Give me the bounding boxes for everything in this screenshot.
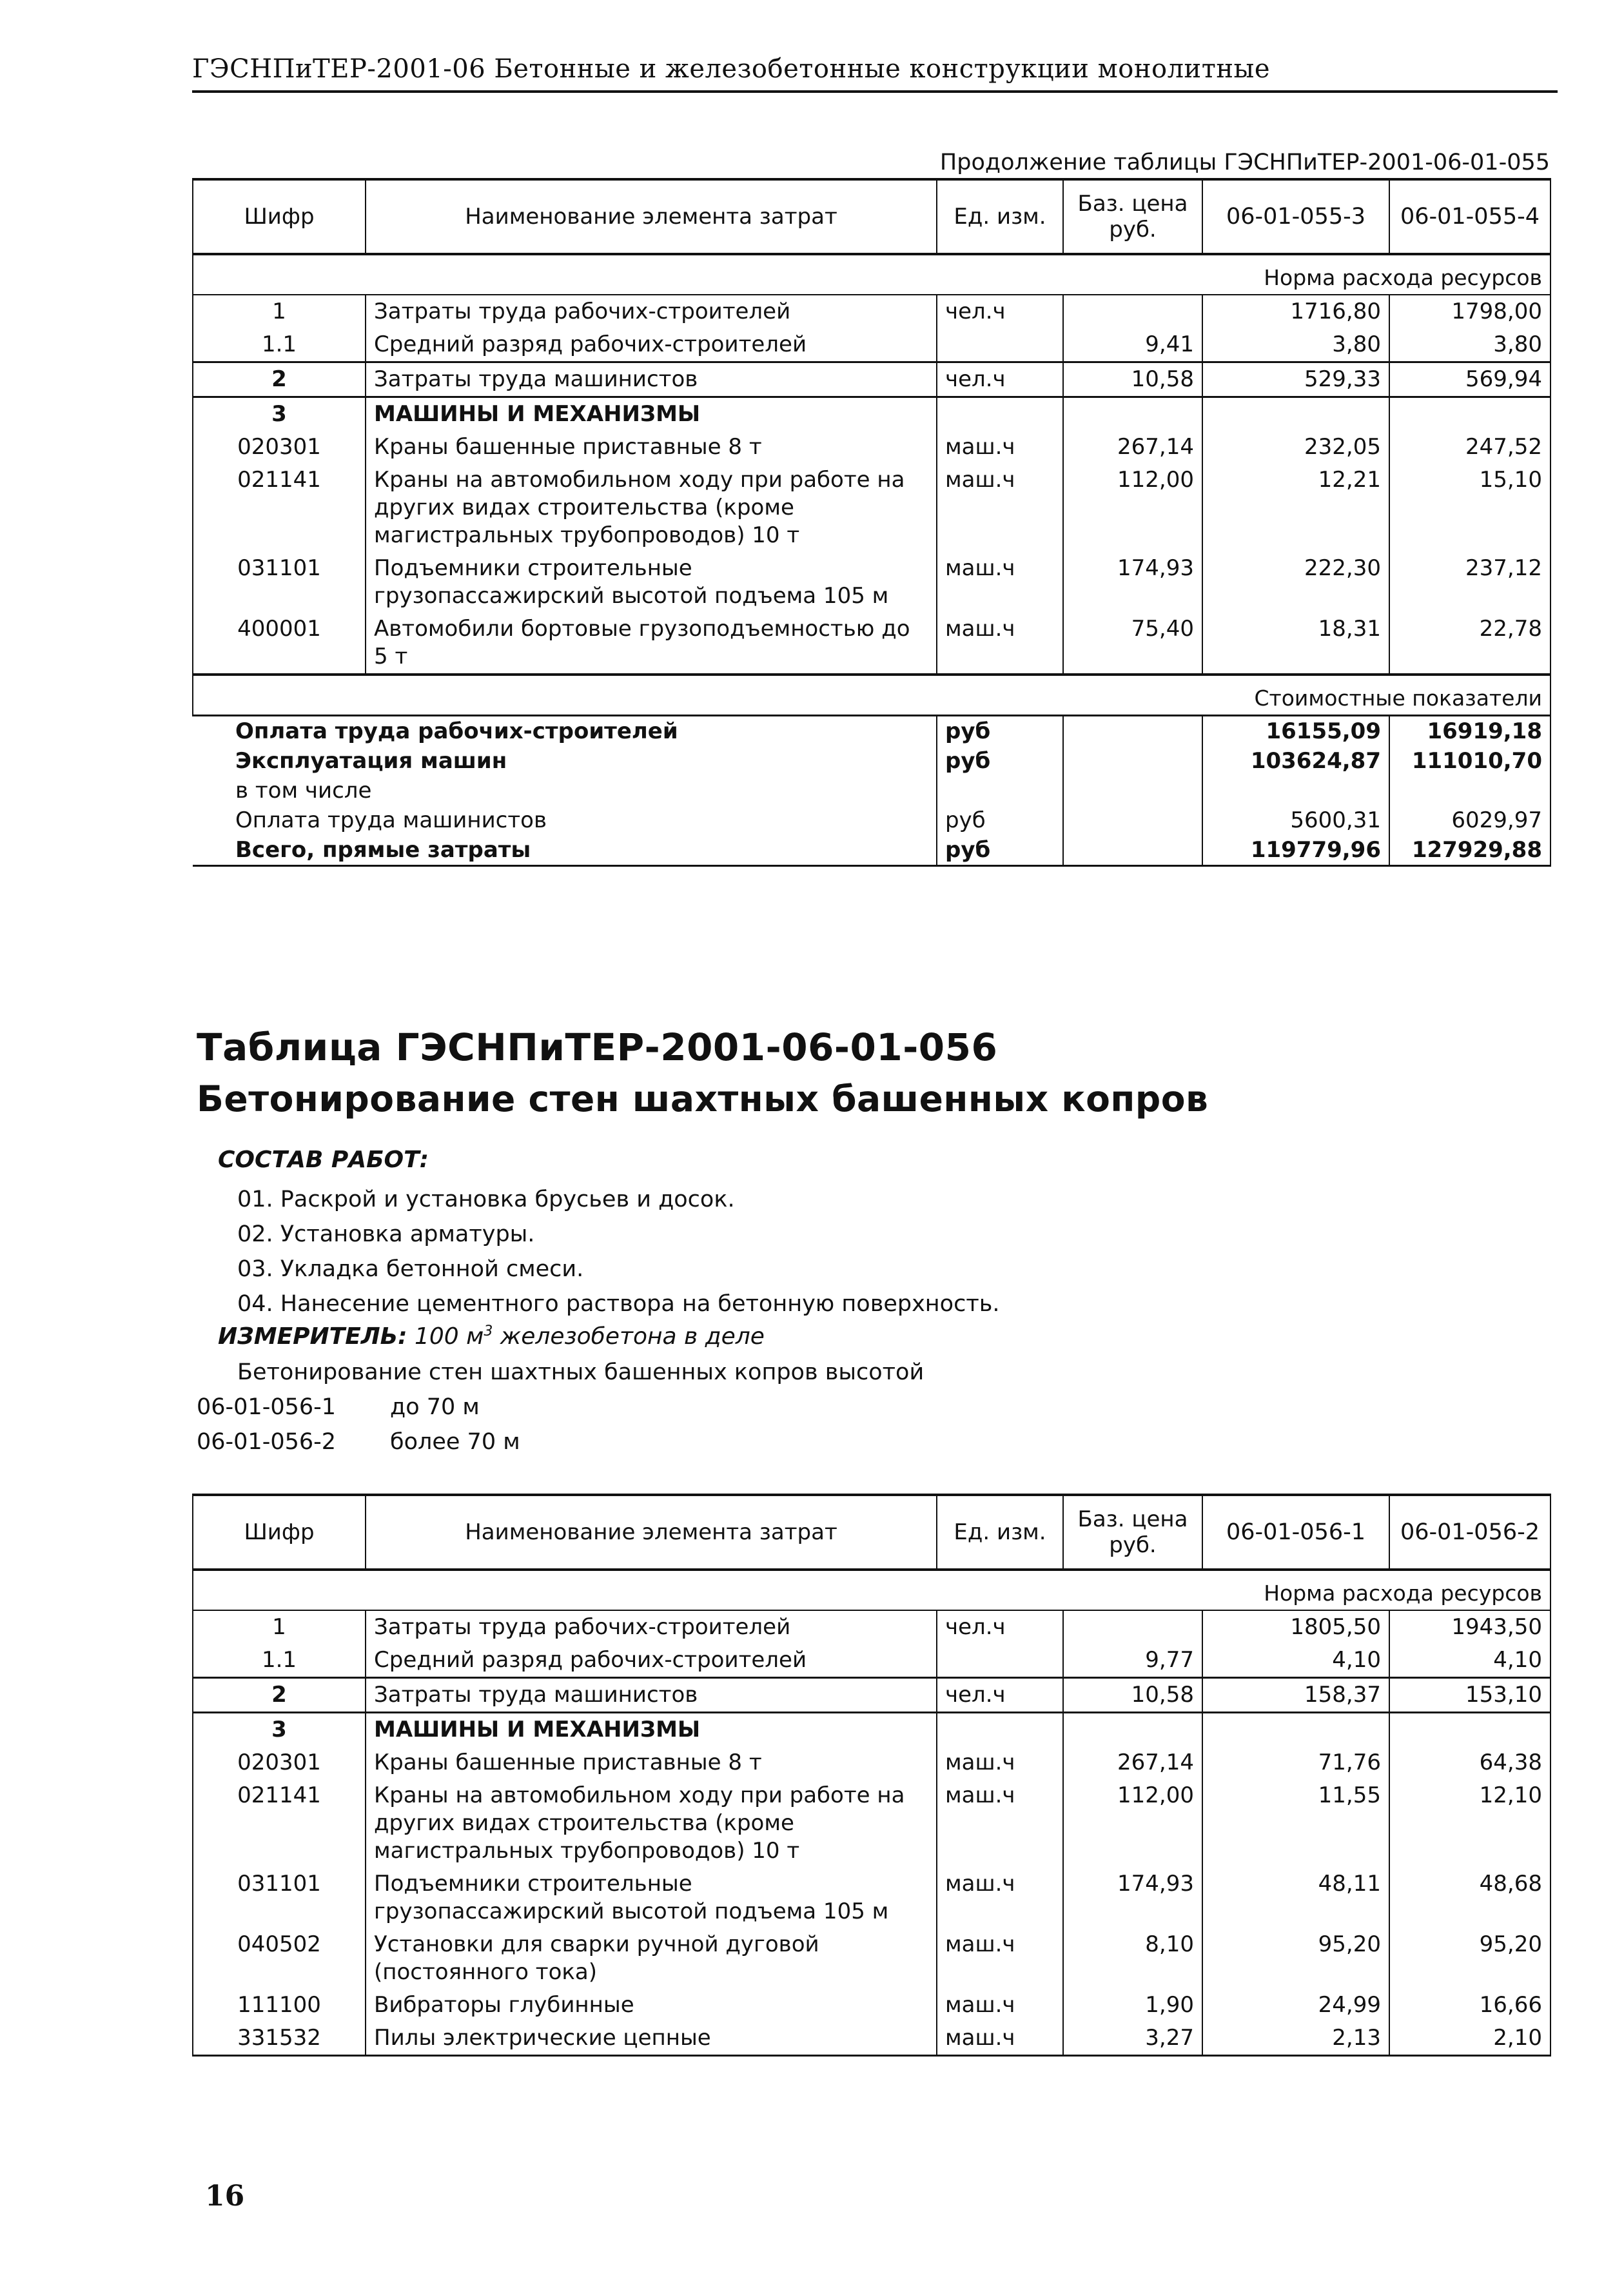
row-unit: маш.ч	[937, 613, 1063, 675]
row-base-price: 10,58	[1063, 1678, 1202, 1713]
cost-row	[193, 835, 1551, 866]
row-value-1: 4,10	[1202, 1644, 1389, 1678]
cost-unit	[937, 776, 1063, 805]
cost-unit: руб	[937, 746, 1063, 776]
table-row	[193, 1644, 1551, 1678]
table-row	[193, 1746, 1551, 1779]
empty-cell	[1063, 835, 1202, 866]
row-code: 1.1	[193, 1644, 366, 1678]
row-value-1: 11,55	[1202, 1779, 1389, 1868]
table-row-section	[193, 1713, 1551, 1747]
cost-row	[193, 746, 1551, 776]
row-code: 020301	[193, 431, 366, 464]
row-code: 031101	[193, 552, 366, 613]
empty-cell	[937, 397, 1063, 431]
cost-label: в том числе	[235, 778, 372, 804]
row-value-1: 2,13	[1202, 2022, 1389, 2056]
row-unit: чел.ч	[937, 295, 1063, 328]
col-header-code: Шифр	[193, 179, 366, 254]
row-value-1: 158,37	[1202, 1678, 1389, 1713]
work-scope-item: 01. Раскрой и установка брусьев и досок.	[237, 1187, 735, 1212]
empty-cell	[1389, 397, 1551, 431]
col-header-variant-2: 06-01-055-4	[1389, 179, 1551, 254]
row-code: 1	[193, 1610, 366, 1644]
cost-value-2: 6029,97	[1389, 805, 1551, 835]
row-value-1: 1716,80	[1202, 295, 1389, 328]
row-base-price: 267,14	[1063, 431, 1202, 464]
variant-desc: более 70 м	[390, 1429, 520, 1455]
row-unit: маш.ч	[937, 464, 1063, 552]
row-name: Пилы электрические цепные	[366, 2022, 937, 2056]
cost-row	[193, 805, 1551, 835]
row-base-price: 3,27	[1063, 2022, 1202, 2056]
empty-cell	[1063, 805, 1202, 835]
work-scope-item: 03. Укладка бетонной смеси.	[237, 1256, 584, 1282]
empty-cell	[1202, 397, 1389, 431]
variant-desc: до 70 м	[390, 1394, 480, 1420]
row-unit: чел.ч	[937, 1678, 1063, 1713]
row-code: 040502	[193, 1928, 366, 1989]
row-name: Затраты труда машинистов	[366, 1678, 937, 1713]
row-base-price	[1063, 295, 1202, 328]
col-header-variant-2: 06-01-056-2	[1389, 1495, 1551, 1570]
row-value-1: 1805,50	[1202, 1610, 1389, 1644]
col-header-variant-1: 06-01-055-3	[1202, 179, 1389, 254]
row-unit	[937, 1644, 1063, 1678]
row-base-price: 112,00	[1063, 464, 1202, 552]
row-name: Установки для сварки ручной дуговой (постоянного тока)	[366, 1928, 937, 1989]
row-unit	[937, 328, 1063, 362]
variant-line	[197, 1394, 480, 1420]
row-value-1: 232,05	[1202, 431, 1389, 464]
row-name: МАШИНЫ И МЕХАНИЗМЫ	[366, 397, 937, 431]
row-value-2: 1943,50	[1389, 1610, 1551, 1644]
empty-cell	[1389, 1713, 1551, 1747]
row-code: 1	[193, 295, 366, 328]
page-number: 16	[205, 2180, 245, 2213]
col-header-variant-1: 06-01-056-1	[1202, 1495, 1389, 1570]
table2-section-norm	[193, 1570, 1551, 1610]
row-base-price: 9,41	[1063, 328, 1202, 362]
col-header-unit: Ед. изм.	[937, 1495, 1063, 1570]
row-code: 400001	[193, 613, 366, 675]
empty-cell	[1063, 716, 1202, 747]
row-unit: маш.ч	[937, 1746, 1063, 1779]
row-base-price: 174,93	[1063, 552, 1202, 613]
table1-section-norm	[193, 254, 1551, 295]
row-base-price: 10,58	[1063, 362, 1202, 397]
empty-cell	[1063, 746, 1202, 776]
row-base-price: 174,93	[1063, 1868, 1202, 1928]
cost-value-1: 103624,87	[1202, 746, 1389, 776]
row-value-2: 95,20	[1389, 1928, 1551, 1989]
row-value-2: 569,94	[1389, 362, 1551, 397]
row-value-1: 18,31	[1202, 613, 1389, 675]
cost-value-2	[1389, 776, 1551, 805]
row-name: Подъемники строительные грузопассажирский высотой подъема 105 м	[366, 552, 937, 613]
row-code: 111100	[193, 1989, 366, 2022]
row-name: Краны башенные приставные 8 т	[366, 431, 937, 464]
table-row	[193, 328, 1551, 362]
variant-code: 06-01-056-2	[197, 1429, 337, 1455]
table-row	[193, 1868, 1551, 1928]
cost-value-2: 111010,70	[1389, 746, 1551, 776]
work-scope-heading: СОСТАВ РАБОТ:	[218, 1147, 429, 1173]
row-base-price: 8,10	[1063, 1928, 1202, 1989]
row-value-1: 48,11	[1202, 1868, 1389, 1928]
row-value-2: 153,10	[1389, 1678, 1551, 1713]
empty-cell	[1202, 1713, 1389, 1747]
row-name: Затраты труда рабочих-строителей	[366, 1610, 937, 1644]
meter-rest: железобетона в деле	[493, 1323, 765, 1350]
table-row	[193, 1610, 1551, 1644]
row-value-2: 247,52	[1389, 431, 1551, 464]
cost-value-2: 127929,88	[1389, 835, 1551, 866]
empty-cell	[937, 1713, 1063, 1747]
table-row	[193, 613, 1551, 675]
row-value-2: 2,10	[1389, 2022, 1551, 2056]
table2	[192, 1494, 1551, 2057]
table1-section-cost	[193, 675, 1551, 716]
row-unit: маш.ч	[937, 431, 1063, 464]
col-header-unit: Ед. изм.	[937, 179, 1063, 254]
row-value-1: 71,76	[1202, 1746, 1389, 1779]
table-row	[193, 1678, 1551, 1713]
row-value-1: 24,99	[1202, 1989, 1389, 2022]
col-header-name: Наименование элемента затрат	[366, 1495, 937, 1570]
meter-value: 100 м	[414, 1323, 484, 1350]
row-name: Средний разряд рабочих-строителей	[366, 1644, 937, 1678]
row-unit: чел.ч	[937, 362, 1063, 397]
row-value-2: 3,80	[1389, 328, 1551, 362]
row-unit: чел.ч	[937, 1610, 1063, 1644]
row-value-2: 237,12	[1389, 552, 1551, 613]
section-label: Норма расхода ресурсов	[193, 1570, 1551, 1610]
row-value-2: 48,68	[1389, 1868, 1551, 1928]
row-name: Затраты труда машинистов	[366, 362, 937, 397]
meter-line	[218, 1323, 765, 1350]
row-code: 2	[193, 1678, 366, 1713]
row-value-2: 12,10	[1389, 1779, 1551, 1868]
col-header-base-price: Баз. цена руб.	[1063, 1495, 1202, 1570]
row-base-price	[1063, 1610, 1202, 1644]
empty-cell	[1063, 776, 1202, 805]
table-row	[193, 1989, 1551, 2022]
row-code: 1.1	[193, 328, 366, 362]
row-unit: маш.ч	[937, 1868, 1063, 1928]
col-header-base-price: Баз. цена руб.	[1063, 179, 1202, 254]
cost-label: Эксплуатация машин	[235, 748, 507, 774]
row-code: 021141	[193, 1779, 366, 1868]
table-row	[193, 464, 1551, 552]
work-scope-item: 04. Нанесение цементного раствора на бетонную поверхность.	[237, 1291, 1000, 1317]
row-unit: маш.ч	[937, 1989, 1063, 2022]
header-rule	[192, 90, 1558, 93]
row-value-2: 15,10	[1389, 464, 1551, 552]
variant-intro: Бетонирование стен шахтных башенных копров высотой	[237, 1359, 925, 1385]
empty-cell	[1063, 1713, 1202, 1747]
row-base-price: 75,40	[1063, 613, 1202, 675]
row-value-1: 3,80	[1202, 328, 1389, 362]
table-row	[193, 362, 1551, 397]
table2-header-row	[193, 1495, 1551, 1570]
row-value-1: 529,33	[1202, 362, 1389, 397]
variant-line	[197, 1429, 520, 1455]
row-name: Вибраторы глубинные	[366, 1989, 937, 2022]
table-row	[193, 431, 1551, 464]
row-value-1: 222,30	[1202, 552, 1389, 613]
cost-unit: руб	[937, 835, 1063, 866]
table-row	[193, 552, 1551, 613]
row-base-price: 9,77	[1063, 1644, 1202, 1678]
work-scope-item: 02. Установка арматуры.	[237, 1221, 535, 1247]
table-row	[193, 295, 1551, 328]
row-name: Подъемники строительные грузопассажирский высотой подъема 105 м	[366, 1868, 937, 1928]
meter-sup: 3	[484, 1323, 493, 1339]
cost-value-1: 119779,96	[1202, 835, 1389, 866]
table-row	[193, 1928, 1551, 1989]
table1	[192, 178, 1551, 867]
row-code: 3	[193, 397, 366, 431]
cost-value-1: 5600,31	[1202, 805, 1389, 835]
row-value-1: 12,21	[1202, 464, 1389, 552]
row-code: 031101	[193, 1868, 366, 1928]
cost-label: Оплата труда машинистов	[235, 807, 547, 833]
row-base-price: 1,90	[1063, 1989, 1202, 2022]
cost-row	[193, 776, 1551, 805]
table2-title: Таблица ГЭСНПиТЕР-2001-06-01-056	[197, 1025, 998, 1069]
row-unit: маш.ч	[937, 1779, 1063, 1868]
row-base-price: 112,00	[1063, 1779, 1202, 1868]
row-name: Краны на автомобильном ходу при работе на других видах строительства (кроме магистральных трубопроводов) 10 т	[366, 464, 937, 552]
cost-label: Оплата труда рабочих-строителей	[193, 716, 937, 747]
row-value-2: 4,10	[1389, 1644, 1551, 1678]
empty-cell	[1063, 397, 1202, 431]
row-value-1: 95,20	[1202, 1928, 1389, 1989]
row-name: Краны башенные приставные 8 т	[366, 1746, 937, 1779]
row-code: 3	[193, 1713, 366, 1747]
cost-label: Всего, прямые затраты	[193, 835, 937, 866]
row-code: 2	[193, 362, 366, 397]
table1-header-row	[193, 179, 1551, 254]
col-header-code: Шифр	[193, 1495, 366, 1570]
table-row-section	[193, 397, 1551, 431]
running-header: ГЭСНПиТЕР-2001-06 Бетонные и железобетонные конструкции монолитные	[192, 54, 1270, 84]
cost-value-1: 16155,09	[1202, 716, 1389, 747]
cost-unit: руб	[937, 805, 1063, 835]
section-label: Стоимостные показатели	[193, 675, 1551, 716]
table2-subtitle: Бетонирование стен шахтных башенных копров	[197, 1078, 1209, 1120]
row-unit: маш.ч	[937, 552, 1063, 613]
row-name: Краны на автомобильном ходу при работе на других видах строительства (кроме магистральных трубопроводов) 10 т	[366, 1779, 937, 1868]
section-label: Норма расхода ресурсов	[193, 254, 1551, 295]
row-name: Средний разряд рабочих-строителей	[366, 328, 937, 362]
row-code: 331532	[193, 2022, 366, 2056]
row-value-2: 22,78	[1389, 613, 1551, 675]
row-name: Затраты труда рабочих-строителей	[366, 295, 937, 328]
table1-continuation-caption: Продолжение таблицы ГЭСНПиТЕР-2001-06-01-055	[939, 150, 1550, 175]
row-value-2: 16,66	[1389, 1989, 1551, 2022]
row-unit: маш.ч	[937, 1928, 1063, 1989]
row-value-2: 64,38	[1389, 1746, 1551, 1779]
table-row	[193, 1779, 1551, 1868]
cost-unit: руб	[937, 716, 1063, 747]
col-header-name: Наименование элемента затрат	[366, 179, 937, 254]
table-row	[193, 2022, 1551, 2056]
row-value-2: 1798,00	[1389, 295, 1551, 328]
row-code: 020301	[193, 1746, 366, 1779]
cost-row	[193, 716, 1551, 747]
meter-label: ИЗМЕРИТЕЛЬ:	[218, 1323, 407, 1350]
row-name: МАШИНЫ И МЕХАНИЗМЫ	[366, 1713, 937, 1747]
row-code: 021141	[193, 464, 366, 552]
cost-value-1	[1202, 776, 1389, 805]
row-unit: маш.ч	[937, 2022, 1063, 2056]
row-name: Автомобили бортовые грузоподъемностью до 5 т	[366, 613, 937, 675]
row-base-price: 267,14	[1063, 1746, 1202, 1779]
variant-code: 06-01-056-1	[197, 1394, 337, 1420]
cost-value-2: 16919,18	[1389, 716, 1551, 747]
